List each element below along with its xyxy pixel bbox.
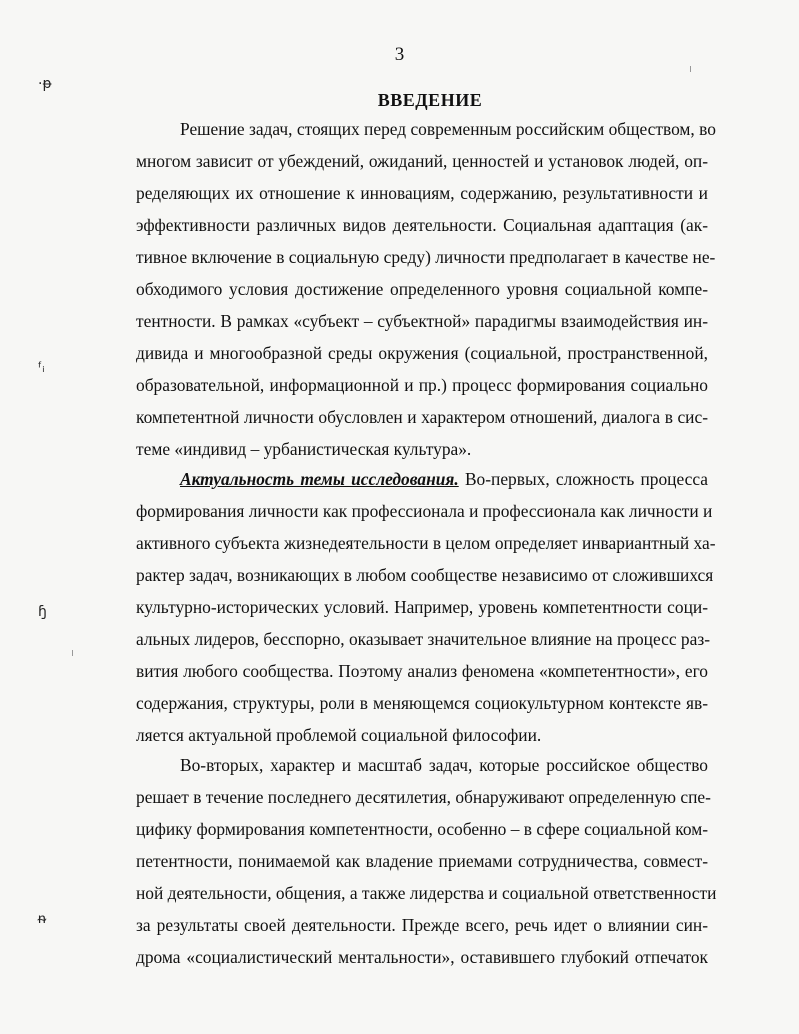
text-line: дивида и многообразной среды окружения (социальной, пространственной, <box>136 343 708 363</box>
page-number: 3 <box>394 44 405 65</box>
text-line: альных лидеров, бесспорно, оказывает значительное влияние на процесс раз- <box>136 629 710 649</box>
margin-mark: ·ᵽ <box>38 76 52 92</box>
text-line: ляется актуальной проблемой социальной философии. <box>136 725 542 745</box>
text-line: петентности, понимаемой как владение приемами сотрудничества, совмест- <box>136 851 708 871</box>
text-line: образовательной, информационной и пр.) процесс формирования социально <box>136 375 708 395</box>
text-line: тентности. В рамках «субъект – субъектной» парадигмы взаимодействия ин- <box>136 311 708 331</box>
relevance-heading: Актуальность темы исследования. <box>180 469 459 489</box>
margin-mark: ɧ <box>38 604 47 620</box>
text-line: активного субъекта жизнедеятельности в целом определяет инвариантный ха- <box>136 533 716 553</box>
text-line: решает в течение последнего десятилетия, обнаруживают определенную спе- <box>136 787 711 807</box>
text-line: теме «индивид – урбанистическая культура». <box>136 439 472 459</box>
text-span: Во-первых, сложность процесса <box>464 469 708 489</box>
section-heading: ВВЕДЕНИЕ <box>377 90 483 110</box>
text-line: вития любого сообщества. Поэтому анализ феномена «компетентности», его <box>136 661 708 681</box>
text-line: рактер задач, возникающих в любом сообществе независимо от сложившихся <box>136 565 714 585</box>
text-line: культурно-исторических условий. Например, уровень компетентности соци- <box>136 597 708 617</box>
text-line: ределяющих их отношение к инновациям, содержанию, результативности и <box>136 183 708 203</box>
text-line: компетентной личности обусловлен и характером отношений, диалога в сис- <box>136 407 708 427</box>
scan-speck <box>72 650 73 656</box>
text-line: тивное включение в социальную среду) личности предполагает в качестве не- <box>136 247 716 267</box>
text-line: формирования личности как профессионала и профессионала как личности и <box>136 501 713 521</box>
text-line: многом зависит от убеждений, ожиданий, ценностей и установок людей, оп- <box>136 151 708 171</box>
text-line: эффективности различных видов деятельности. Социальная адаптация (ак- <box>136 215 708 235</box>
text-line: ной деятельности, общения, а также лидерства и социальной ответственности <box>136 883 717 903</box>
margin-mark: ᵰ <box>38 911 46 927</box>
text-line: дрома «социалистический ментальности», оставившего глубокий отпечаток <box>136 947 708 967</box>
scan-speck <box>690 66 691 72</box>
text-line: Решение задач, стоящих перед современным российским обществом, во <box>180 119 716 139</box>
text-line: за результаты своей деятельности. Прежде всего, речь идет о влиянии син- <box>136 915 708 935</box>
text-line: Во-вторых, характер и масштаб задач, которые российское общество <box>180 755 708 775</box>
text-line: цифику формирования компетентности, особенно – в сфере социальной ком- <box>136 819 708 839</box>
text-line <box>180 464 708 494</box>
text-line: содержания, структуры, роли в меняющемся социокультурном контексте яв- <box>136 693 708 713</box>
margin-mark: ᶠᵢ <box>38 360 45 376</box>
text-line: обходимого условия достижение определенного уровня социальной компе- <box>136 279 708 299</box>
